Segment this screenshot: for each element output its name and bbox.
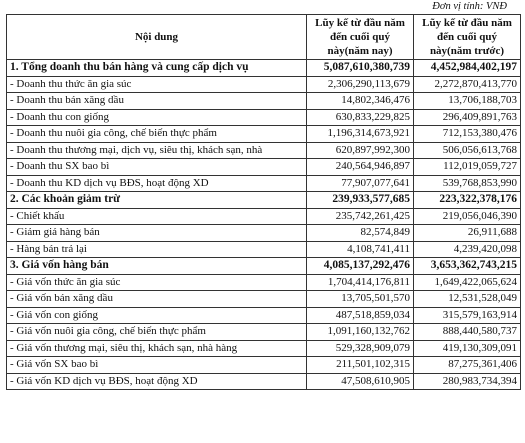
value-current-year: 235,742,261,425 xyxy=(307,208,414,225)
value-previous-year: 712,153,380,476 xyxy=(414,126,521,143)
value-previous-year: 539,768,853,990 xyxy=(414,175,521,192)
row-label: 1. Tổng doanh thu bán hàng và cung cấp dịch vụ xyxy=(7,60,307,77)
header-content: Nội dung xyxy=(7,15,307,60)
financial-table xyxy=(6,14,521,390)
value-previous-year: 223,322,378,176 xyxy=(414,192,521,209)
table-header-row xyxy=(7,15,521,60)
value-previous-year: 12,531,528,049 xyxy=(414,291,521,308)
value-current-year: 77,907,077,641 xyxy=(307,175,414,192)
value-current-year: 240,564,946,897 xyxy=(307,159,414,176)
table-row xyxy=(7,357,521,374)
value-previous-year: 2,272,870,413,770 xyxy=(414,76,521,93)
table-row xyxy=(7,324,521,341)
value-current-year: 630,833,229,825 xyxy=(307,109,414,126)
row-label: 2. Các khoản giảm trừ xyxy=(7,192,307,209)
section-row xyxy=(7,60,521,77)
value-previous-year: 888,440,580,737 xyxy=(414,324,521,341)
value-current-year: 211,501,102,315 xyxy=(307,357,414,374)
table-row xyxy=(7,340,521,357)
table-row xyxy=(7,373,521,390)
table-row xyxy=(7,274,521,291)
row-label: - Doanh thu nuôi gia công, chế biến thực phẩm xyxy=(7,126,307,143)
section-row xyxy=(7,192,521,209)
value-previous-year: 296,409,891,763 xyxy=(414,109,521,126)
row-label: - Giá vốn thương mại, siêu thị, khách sạn, nhà hàng xyxy=(7,340,307,357)
table-row xyxy=(7,76,521,93)
value-previous-year: 26,911,688 xyxy=(414,225,521,242)
value-previous-year: 219,056,046,390 xyxy=(414,208,521,225)
header-current-year: Lũy kế từ đầu năm đến cuối quý này(năm nay) xyxy=(307,15,414,60)
table-row xyxy=(7,126,521,143)
row-label: - Doanh thu thức ăn gia súc xyxy=(7,76,307,93)
value-previous-year: 315,579,163,914 xyxy=(414,307,521,324)
table-row xyxy=(7,175,521,192)
row-label: - Doanh thu bán xăng dầu xyxy=(7,93,307,110)
value-previous-year: 4,452,984,402,197 xyxy=(414,60,521,77)
value-previous-year: 419,130,309,091 xyxy=(414,340,521,357)
unit-note: Đơn vị tính: VNĐ xyxy=(432,1,507,12)
section-row xyxy=(7,258,521,275)
row-label: - Giá vốn SX bao bì xyxy=(7,357,307,374)
row-label: - Giá vốn nuôi gia công, chế biến thực phẩm xyxy=(7,324,307,341)
value-previous-year: 280,983,734,394 xyxy=(414,373,521,390)
value-previous-year: 13,706,188,703 xyxy=(414,93,521,110)
header-previous-year: Lũy kế từ đầu năm đến cuối quý này(năm trước) xyxy=(414,15,521,60)
table-row xyxy=(7,307,521,324)
value-previous-year: 1,649,422,065,624 xyxy=(414,274,521,291)
value-current-year: 14,802,346,476 xyxy=(307,93,414,110)
row-label: 3. Giá vốn hàng bán xyxy=(7,258,307,275)
table-row xyxy=(7,291,521,308)
row-label: - Giá vốn KD dịch vụ BĐS, hoạt động XD xyxy=(7,373,307,390)
value-current-year: 529,328,909,079 xyxy=(307,340,414,357)
value-previous-year: 506,056,613,768 xyxy=(414,142,521,159)
value-previous-year: 3,653,362,743,215 xyxy=(414,258,521,275)
row-label: - Doanh thu con giống xyxy=(7,109,307,126)
value-previous-year: 112,019,059,727 xyxy=(414,159,521,176)
value-current-year: 4,085,137,292,476 xyxy=(307,258,414,275)
table-row xyxy=(7,109,521,126)
value-previous-year: 87,275,361,406 xyxy=(414,357,521,374)
row-label: - Doanh thu thương mại, dịch vụ, siêu thị, khách sạn, nhà xyxy=(7,142,307,159)
value-current-year: 620,897,992,300 xyxy=(307,142,414,159)
table-row xyxy=(7,142,521,159)
row-label: - Doanh thu KD dịch vụ BĐS, hoạt động XD xyxy=(7,175,307,192)
value-current-year: 239,933,577,685 xyxy=(307,192,414,209)
row-label: - Doanh thu SX bao bì xyxy=(7,159,307,176)
value-current-year: 1,091,160,132,762 xyxy=(307,324,414,341)
value-current-year: 13,705,501,570 xyxy=(307,291,414,308)
value-current-year: 47,508,610,905 xyxy=(307,373,414,390)
table-row xyxy=(7,225,521,242)
value-current-year: 1,196,314,673,921 xyxy=(307,126,414,143)
row-label: - Chiết khấu xyxy=(7,208,307,225)
row-label: - Giảm giá hàng bán xyxy=(7,225,307,242)
table-row xyxy=(7,241,521,258)
row-label: - Hàng bán trả lại xyxy=(7,241,307,258)
value-previous-year: 4,239,420,098 xyxy=(414,241,521,258)
value-current-year: 2,306,290,113,679 xyxy=(307,76,414,93)
value-current-year: 4,108,741,411 xyxy=(307,241,414,258)
value-current-year: 82,574,849 xyxy=(307,225,414,242)
table-row xyxy=(7,208,521,225)
row-label: - Giá vốn bán xăng dầu xyxy=(7,291,307,308)
row-label: - Giá vốn thức ăn gia súc xyxy=(7,274,307,291)
value-current-year: 1,704,414,176,811 xyxy=(307,274,414,291)
value-current-year: 487,518,859,034 xyxy=(307,307,414,324)
value-current-year: 5,087,610,380,739 xyxy=(307,60,414,77)
table-row xyxy=(7,93,521,110)
row-label: - Giá vốn con giống xyxy=(7,307,307,324)
table-row xyxy=(7,159,521,176)
